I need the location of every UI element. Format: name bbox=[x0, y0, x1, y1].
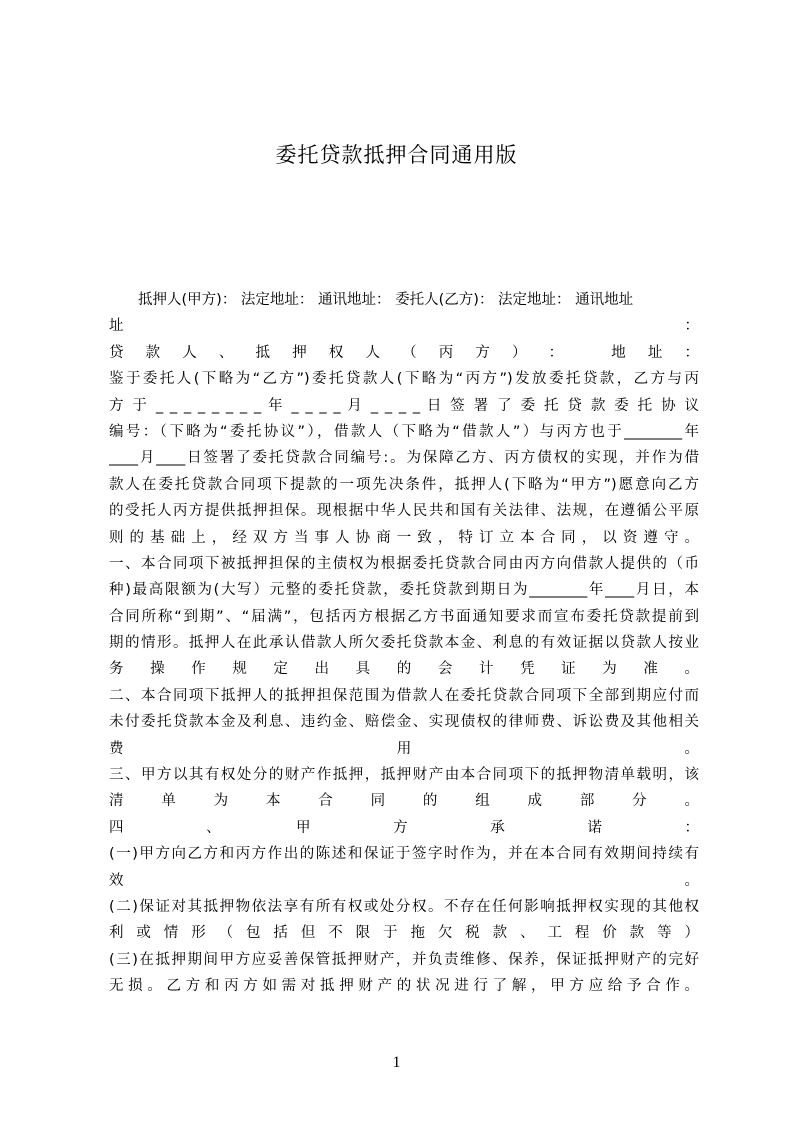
text-line: 费 用 。 bbox=[109, 740, 699, 757]
text-line: 方 于 _ _ _ _ _ _ _ _ 年 _ _ _ _ 月 _ _ _ _ 日 签 署 了 委 托 贷 款 委 托 协 议 bbox=[109, 397, 699, 414]
text-line: 编号：（下略为“委托协议”），借款人（下略为“借款人”）与丙方也于________年 bbox=[109, 423, 699, 440]
text-line: (一)甲方向乙方和丙方作出的陈述和保证于签字时作为，并在本合同有效期间持续有 bbox=[109, 846, 699, 863]
text-line: (三)在抵押期间甲方应妥善保管抵押财产，并负责维修、保养，保证抵押财产的完好 bbox=[109, 951, 699, 968]
contract-body bbox=[109, 287, 699, 1000]
text-line: 一、本合同项下被抵押担保的主债权为根据委托贷款合同由丙方向借款人提供的（币 bbox=[109, 555, 699, 572]
text-line: 贷 款 人 、 抵 押 权 人 （ 丙 方 ） ： 地 址 ： bbox=[109, 344, 699, 361]
text-line: 期的情形。抵押人在此承认借款人所欠委托贷款本金、利息的有效证据以贷款人按业 bbox=[109, 635, 699, 652]
text-line: 务 操 作 规 定 出 具 的 会 计 凭 证 为 准 。 bbox=[109, 661, 699, 678]
text-line: 鉴于委托人(下略为“乙方”)委托贷款人(下略为“丙方”)发放委托贷款，乙方与丙 bbox=[109, 371, 699, 388]
text-line: 四 、 甲 方 承 诺 ： bbox=[109, 819, 699, 836]
text-line: 则的基础上，经双方当事人协商一致，特订立本合同，以资遵守。 bbox=[109, 529, 699, 546]
text-line: 种)最高限额为(大写）元整的委托贷款，委托贷款到期日为________年____月日，本 bbox=[109, 582, 699, 599]
text-line: 效 。 bbox=[109, 872, 699, 889]
text-line: 清 单 为 本 合 同 的 组 成 部 分 。 bbox=[109, 793, 699, 810]
text-line: 抵押人(甲方)： 法定地址： 通讯地址： 委托人(乙方)： 法定地址： 通讯地址 bbox=[138, 292, 634, 308]
text-line: (二)保证对其抵押物依法享有所有权或处分权。不存在任何影响抵押权实现的其他权 bbox=[109, 898, 699, 915]
page-number: 1 bbox=[392, 1054, 401, 1071]
text-line: 三、甲方以其有权处分的财产作抵押，抵押财产由本合同项下的抵押物清单载明，该 bbox=[109, 767, 699, 784]
text-line: 址 ： bbox=[109, 318, 699, 335]
text-line: 利 或 情 形 （ 包 括 但 不 限 于 拖 欠 税 款 、 工 程 价 款 等 ） bbox=[109, 925, 699, 942]
text-line: 合同所称“到期”、“届满”，包括丙方根据乙方书面通知要求而宣布委托贷款提前到 bbox=[109, 608, 699, 625]
text-line: 的受托人丙方提供抵押担保。现根据中华人民共和国有关法律、法规，在遵循公平原 bbox=[109, 503, 699, 520]
text-line: 无损。乙方和丙方如需对抵押财产的状况进行了解，甲方应给予合作。 bbox=[109, 978, 699, 995]
text-line: ____月____日签署了委托贷款合同编号:。为保障乙方、丙方债权的实现，并作为借 bbox=[109, 450, 699, 467]
text-line: 二、本合同项下抵押人的抵押担保范围为借款人在委托贷款合同项下全部到期应付而 bbox=[109, 687, 699, 704]
text-line: 款人在委托贷款合同项下提款的一项先决条件，抵押人(下略为“甲方”)愿意向乙方 bbox=[109, 476, 699, 493]
text-line: 未付委托贷款本金及利息、违约金、赔偿金、实现债权的律师费、诉讼费及其他相关 bbox=[109, 714, 699, 731]
document-title: 委托贷款抵押合同通用版 bbox=[275, 143, 518, 167]
